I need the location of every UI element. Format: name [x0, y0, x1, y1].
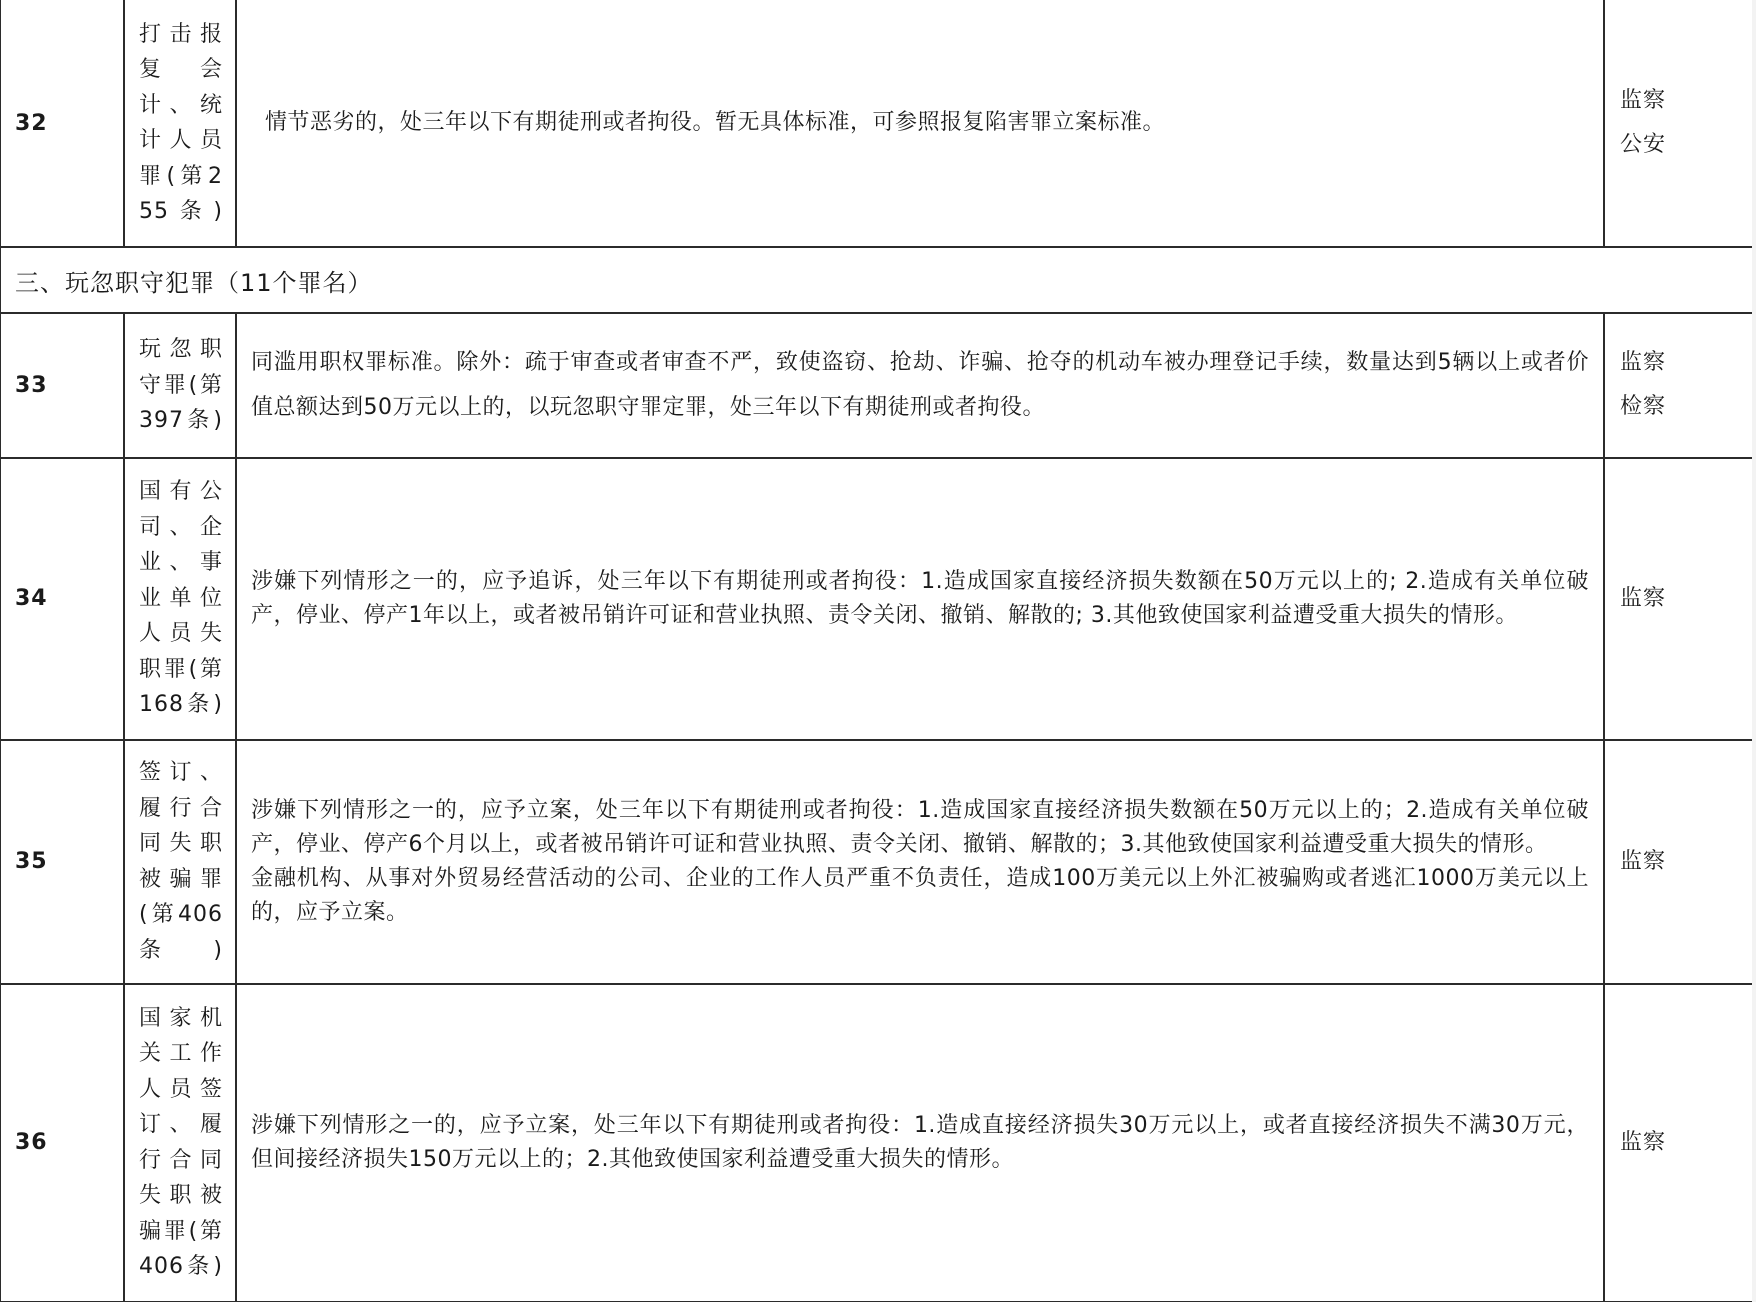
- section-row: [0, 247, 1753, 313]
- department-label: 监察: [1620, 1129, 1667, 1155]
- table-row: [0, 0, 1753, 247]
- row-number: 33: [0, 313, 124, 458]
- jurisdiction: [1604, 313, 1753, 458]
- offense-name: 打击报复会计、统计人员罪(第255条): [124, 0, 236, 247]
- row-number: 34: [0, 458, 124, 740]
- section-heading: 三、玩忽职守犯罪（11个罪名）: [0, 247, 1753, 313]
- filing-standard: 情节恶劣的，处三年以下有期徒刑或者拘役。暂无具体标准，可参照报复陷害罪立案标准。: [236, 0, 1604, 247]
- filing-standard-extra: 金融机构、从事对外贸易经营活动的公司、企业的工作人员严重不负责任，造成100万美元以上外汇被骗购或者逃汇1000万美元以上的，应予立案。: [251, 865, 1589, 925]
- filing-standard: 涉嫌下列情形之一的，应予追诉，处三年以下有期徒刑或者拘役：1.造成国家直接经济损失数额在50万元以上的; 2.造成有关单位破产，停业、停产1年以上，或者被吊销许可证和营业执照、责令关闭、撤销、解散的; 3.其他致使国家利益遭受重大损失的情形。: [236, 458, 1604, 740]
- page-edge: [1752, 0, 1756, 1302]
- filing-standard-main: 涉嫌下列情形之一的，应予立案，处三年以下有期徒刑或者拘役：1.造成国家直接经济损失数额在50万元以上的；2.造成有关单位破产，停业、停产6个月以上，或者被吊销许可证和营业执照、责令关闭、撤销、解散的；3.其他致使国家利益遭受重大损失的情形。: [251, 797, 1589, 857]
- jurisdiction: [1604, 984, 1753, 1302]
- department-label: 监察: [1620, 88, 1667, 113]
- department-label: 公安: [1620, 132, 1667, 157]
- filing-standard: [236, 740, 1604, 984]
- row-number: 36: [0, 984, 124, 1302]
- offense-name: 玩忽职守罪(第397条): [124, 313, 236, 458]
- offense-name: 国有公司、企业、事业单位人员失职罪(第168条): [124, 458, 236, 740]
- row-number: 32: [0, 0, 124, 247]
- department-label: 监察: [1620, 350, 1667, 376]
- table-row: [0, 313, 1753, 458]
- table-row: [0, 458, 1753, 740]
- jurisdiction: [1604, 458, 1753, 740]
- department-label: 检察: [1620, 394, 1667, 420]
- table-row: [0, 740, 1753, 984]
- offense-name: 签订、履行合同失职被骗罪(第406条): [124, 740, 236, 984]
- filing-standard: 涉嫌下列情形之一的，应予立案，处三年以下有期徒刑或者拘役：1.造成直接经济损失30万元以上，或者直接经济损失不满30万元，但间接经济损失150万元以上的；2.其他致使国家利益遭受重大损失的情形。: [236, 984, 1604, 1302]
- department-label: 监察: [1620, 848, 1667, 874]
- jurisdiction: [1604, 740, 1753, 984]
- table-row: [0, 984, 1753, 1302]
- filing-standard: 同滥用职权罪标准。除外：疏于审查或者审查不严，致使盗窃、抢劫、诈骗、抢夺的机动车被办理登记手续，数量达到5辆以上或者价值总额达到50万元以上的，以玩忽职守罪定罪，处三年以下有期徒刑或者拘役。: [236, 313, 1604, 458]
- department-label: 监察: [1620, 585, 1667, 611]
- row-number: 35: [0, 740, 124, 984]
- offense-name: 国家机关工作人员签订、履行合同失职被骗罪(第406条): [124, 984, 236, 1302]
- jurisdiction: [1604, 0, 1753, 247]
